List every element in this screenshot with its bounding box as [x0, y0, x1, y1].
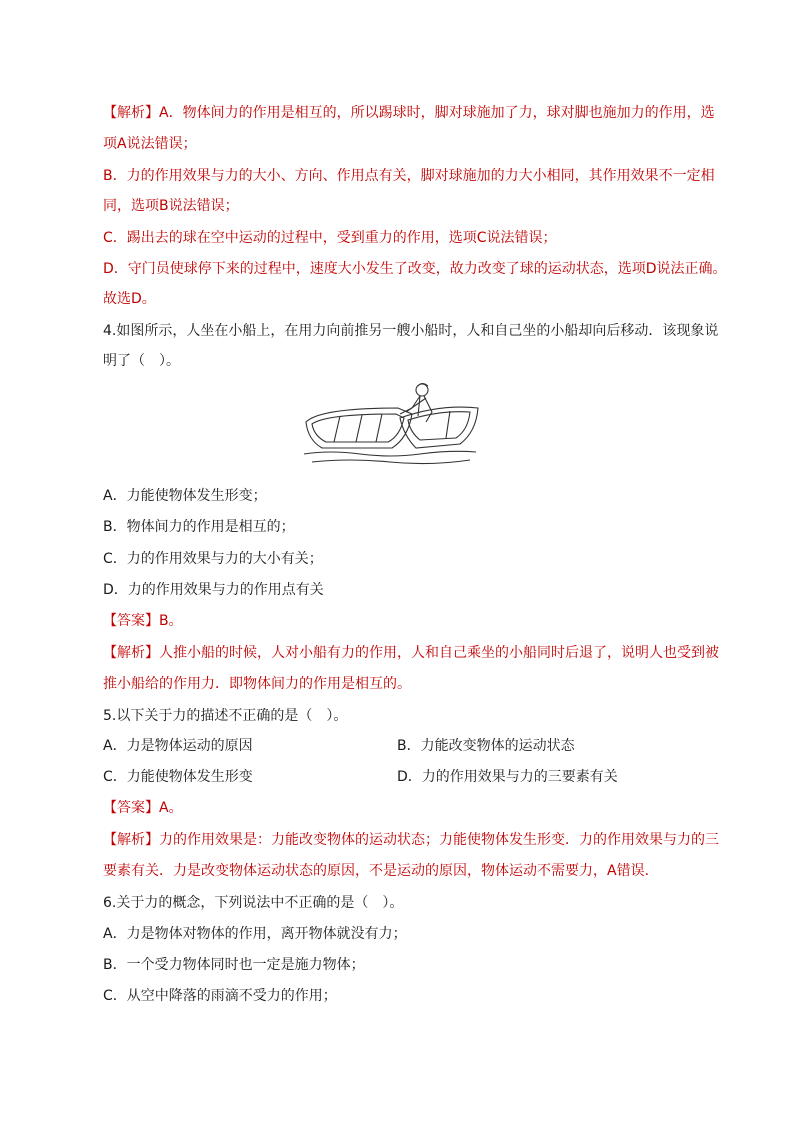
analysis3-tag: 【解析】: [103, 105, 159, 121]
q5-answer: 【答案】A。: [103, 800, 183, 816]
q4-option-a: A．力能使物体发生形变；: [103, 488, 267, 504]
q6-option-b: B．一个受力物体同时也一定是施力物体；: [103, 957, 365, 973]
q4-analysis-tag: 【解析】: [103, 645, 159, 661]
analysis3-line4: 同，选项B说法错误；: [103, 198, 239, 214]
analysis3-line5: C．踢出去的球在空中运动的过程中，受到重力的作用，选项C说法错误；: [103, 230, 557, 246]
q5-option-b: B．力能改变物体的运动状态: [397, 738, 575, 754]
q5-options-row1: [103, 736, 253, 756]
q4-stem-line1: 4.如图所示，人坐在小船上，在用力向前推另一艘小船时，人和自己坐的小船却向后移动．该现象说: [103, 323, 719, 339]
q4-stem-line2: 明了（ ）。: [103, 353, 180, 369]
q5-option-c: C．力能使物体发生形变: [103, 769, 253, 785]
q5-analysis-line1: 【解析】力的作用效果是：力能改变物体的运动状态；力能使物体发生形变．力的作用效果与力的三: [103, 832, 719, 848]
q5-analysis-line2: 要素有关．力是改变物体运动状态的原因，不是运动的原因，物体运动不需要力，A错误．: [103, 863, 659, 879]
q6-stem: 6.关于力的概念，下列说法中不正确的是（ ）。: [103, 895, 404, 911]
analysis3-line1: 【解析】A．物体间力的作用是相互的，所以踢球时，脚对球施加了力，球对脚也施加力的作用，选: [103, 105, 715, 121]
q4-option-d: D．力的作用效果与力的作用点有关: [103, 582, 324, 598]
q4-answer-tag: 【答案】: [103, 613, 159, 629]
q4-option-c: C．力的作用效果与力的大小有关；: [103, 551, 323, 567]
analysis3-line3: B．力的作用效果与力的大小、方向、作用点有关，脚对球施加的力大小相同，其作用效果不一定相: [103, 168, 715, 184]
q4-answer: 【答案】B。: [103, 613, 183, 629]
q5-analysis-tag: 【解析】: [103, 832, 159, 848]
analysis3-line6: D．守门员使球停下来的过程中，速度大小发生了改变，故力改变了球的运动状态，选项D说法正确。: [103, 261, 727, 277]
q6-option-c: C．从空中降落的雨滴不受力的作用；: [103, 988, 337, 1004]
boat-illustration: [300, 378, 480, 470]
analysis3-line2: 项A说法错误；: [103, 136, 197, 152]
q5-answer-tag: 【答案】: [103, 800, 159, 816]
q5-option-d: D．力的作用效果与力的三要素有关: [397, 769, 618, 785]
q5-stem: 5.以下关于力的描述不正确的是（ ）。: [103, 708, 348, 724]
analysis3-line7: 故选D。: [103, 291, 156, 307]
q4-option-b: B．物体间力的作用是相互的；: [103, 519, 295, 535]
q6-option-a: A．力是物体对物体的作用，离开物体就没有力；: [103, 926, 407, 942]
q4-analysis-line1: 【解析】人推小船的时候，人对小船有力的作用，人和自己乘坐的小船同时后退了，说明人也受到被: [103, 645, 719, 661]
q5-option-a: A．力是物体运动的原因: [103, 738, 253, 754]
q4-analysis-line2: 推小船给的作用力．即物体间力的作用是相互的。: [103, 676, 411, 692]
